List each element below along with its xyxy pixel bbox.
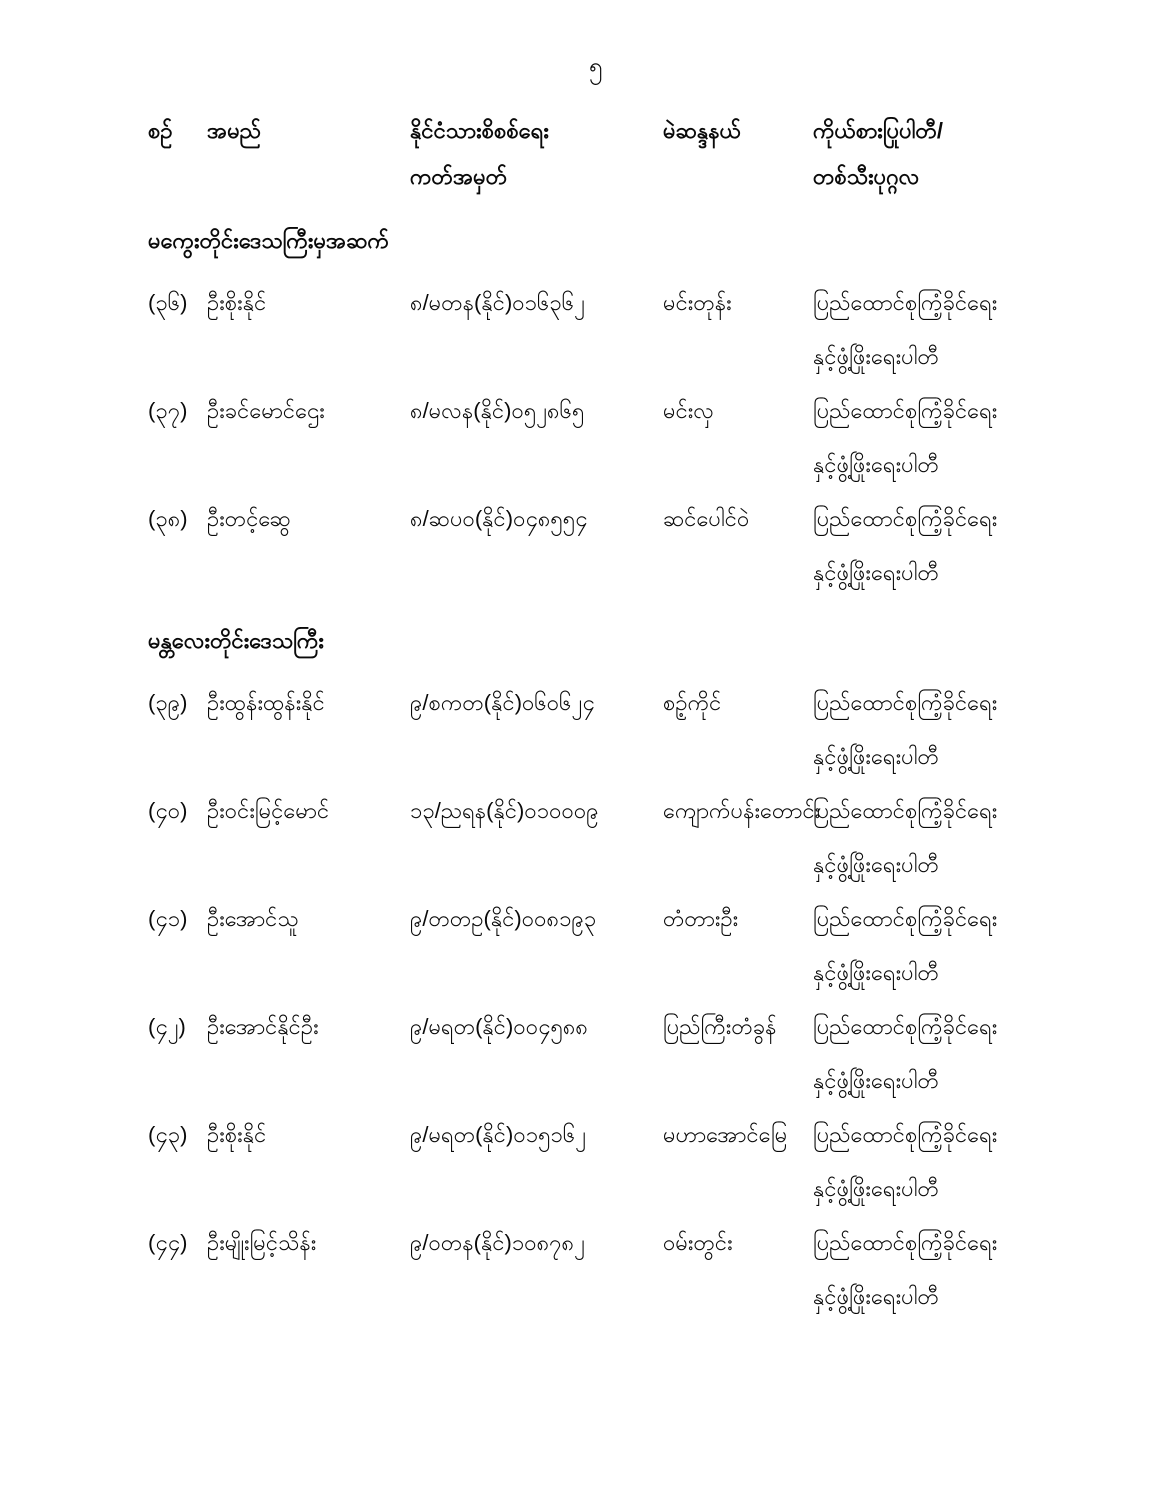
table-row [148,676,1039,784]
member-name: ဦးစိုးနိုင် [207,290,267,315]
party-cell [813,492,1039,600]
header-nrc-line1: နိုင်ငံသားစိစစ်ရေး [410,118,549,143]
constituency: မဟာအောင်မြေ [663,1122,788,1147]
header-party-line2: တစ်သီးပုဂ္ဂလ [813,164,920,189]
region-section [148,214,1039,600]
table-row [148,1216,1039,1324]
constituency: ကျောက်ပန်းတောင်း [663,798,821,823]
member-name: ဦးအောင်နိုင်ဦး [207,1014,319,1039]
party-name-line1: ပြည်ထောင်စုကြံ့ခိုင်ရေး [813,398,998,423]
section-title: မန္တလေးတိုင်းဒေသကြီး [148,628,324,653]
constituency: စဉ့်ကိုင် [663,690,722,715]
constituency: မင်းလှ [663,398,714,423]
row-number: (၄၄) [148,1230,188,1255]
party-name-line2: နှင့်ဖွံ့ဖြိုးရေးပါတီ [813,560,939,585]
party-name-line2: နှင့်ဖွံ့ဖြိုးရေးပါတီ [813,1284,939,1309]
party-cell [813,892,1039,1000]
constituency: ဝမ်းတွင်း [663,1230,733,1255]
party-cell [813,784,1039,892]
row-number: (၄၃) [148,1122,188,1147]
row-number: (၄၂) [148,1014,186,1039]
member-name: ဦးခင်မောင်ဌေး [207,398,325,423]
nrc-number: ၉/မရတ(နိုင်)၀၀၄၅၈၈ [410,1014,588,1039]
party-name-line1: ပြည်ထောင်စုကြံ့ခိုင်ရေး [813,1230,998,1255]
member-name: ဦးတင့်ဆွေ [207,506,291,531]
nrc-number: ၉/မရတ(နိုင်)၀၁၅၁၆၂ [410,1122,587,1147]
nrc-number: ၉/တတဥ(နိုင်)၀၀၈၁၉၃ [410,906,597,931]
table-header [148,108,1039,200]
nrc-number: ၈/ဆပဝ(နိုင်)၀၄၈၅၅၄ [410,506,588,531]
constituency: ဆင်ပေါင်ဝဲ [663,506,750,531]
party-name-line1: ပြည်ထောင်စုကြံ့ခိုင်ရေး [813,1122,998,1147]
member-name: ဦးဝင်းမြင့်မောင် [207,798,330,823]
header-no [148,108,207,154]
party-name-line2: နှင့်ဖွံ့ဖြိုးရေးပါတီ [813,1176,939,1201]
table-row [148,784,1039,892]
party-name-line1: ပြည်ထောင်စုကြံ့ခိုင်ရေး [813,798,998,823]
party-name-line2: နှင့်ဖွံ့ဖြိုးရေးပါတီ [813,852,939,877]
party-name-line2: နှင့်ဖွံ့ဖြိုးရေးပါတီ [813,452,939,477]
nrc-number: ၈/မလန(နိုင်)၀၅၂၈၆၅ [410,398,585,423]
table-row [148,492,1039,600]
member-name: ဦးမျိုးမြင့်သိန်း [207,1230,317,1255]
table-row [148,1000,1039,1108]
party-name-line2: နှင့်ဖွံ့ဖြိုးရေးပါတီ [813,960,939,985]
section-rows [148,276,1039,600]
constituency: တံတားဦး [663,906,739,931]
party-name-line2: နှင့်ဖွံ့ဖြိုးရေးပါတီ [813,744,939,769]
nrc-number: ၉/ဝတန(နိုင်)၁၀၈၇၈၂ [410,1230,585,1255]
header-constituency [663,108,813,154]
header-constituency-label: မဲဆန္ဒနယ် [663,118,741,143]
party-name-line1: ပြည်ထောင်စုကြံ့ခိုင်ရေး [813,1014,998,1039]
row-number: (၃၇) [148,398,188,423]
row-number: (၃၉) [148,690,188,715]
member-name: ဦးအောင်သူ [207,906,299,931]
region-section [148,614,1039,1324]
row-number: (၄၀) [148,798,188,823]
constituency: မင်းတုန်း [663,290,732,315]
party-name-line1: ပြည်ထောင်စုကြံ့ခိုင်ရေး [813,290,998,315]
header-name-label: အမည် [207,118,262,143]
row-number: (၄၁) [148,906,188,931]
table-row [148,276,1039,384]
member-name: ဦးထွန်းထွန်းနိုင် [207,690,325,715]
table-row [148,384,1039,492]
party-name-line2: နှင့်ဖွံ့ဖြိုးရေးပါတီ [813,344,939,369]
nrc-number: ၈/မတန(နိုင်)၀၁၆၃၆၂ [410,290,585,315]
section-title: မကွေးတိုင်းဒေသကြီးမှအဆက် [148,228,390,253]
party-cell [813,1000,1039,1108]
party-cell [813,276,1039,384]
party-name-line1: ပြည်ထောင်စုကြံ့ခိုင်ရေး [813,690,998,715]
party-name-line2: နှင့်ဖွံ့ဖြိုးရေးပါတီ [813,1068,939,1093]
row-number: (၃၆) [148,290,188,315]
nrc-number: ၁၃/ညရန(နိုင်)၀၁၀၀၀၉ [410,798,599,823]
row-number: (၃၈) [148,506,188,531]
page-number: ၅ [588,53,603,80]
party-cell [813,384,1039,492]
header-no-label: စဉ် [148,118,173,143]
party-name-line1: ပြည်ထောင်စုကြံ့ခိုင်ရေး [813,906,998,931]
header-party [813,108,1039,200]
nrc-number: ၉/စကတ(နိုင်)၀၆၀၆၂၄ [410,690,595,715]
header-nrc-line2: ကတ်အမှတ် [410,164,508,189]
table-row [148,1108,1039,1216]
header-name [207,108,410,154]
party-cell [813,1216,1039,1324]
party-cell [813,676,1039,784]
header-party-line1: ကိုယ်စားပြုပါတီ/ [813,118,944,143]
table-body [148,214,1039,1324]
constituency: ပြည်ကြီးတံခွန် [663,1014,777,1039]
section-rows [148,676,1039,1324]
member-name: ဦးစိုးနိုင် [207,1122,267,1147]
table-row [148,892,1039,1000]
header-nrc [410,108,663,200]
party-name-line1: ပြည်ထောင်စုကြံ့ခိုင်ရေး [813,506,998,531]
party-cell [813,1108,1039,1216]
